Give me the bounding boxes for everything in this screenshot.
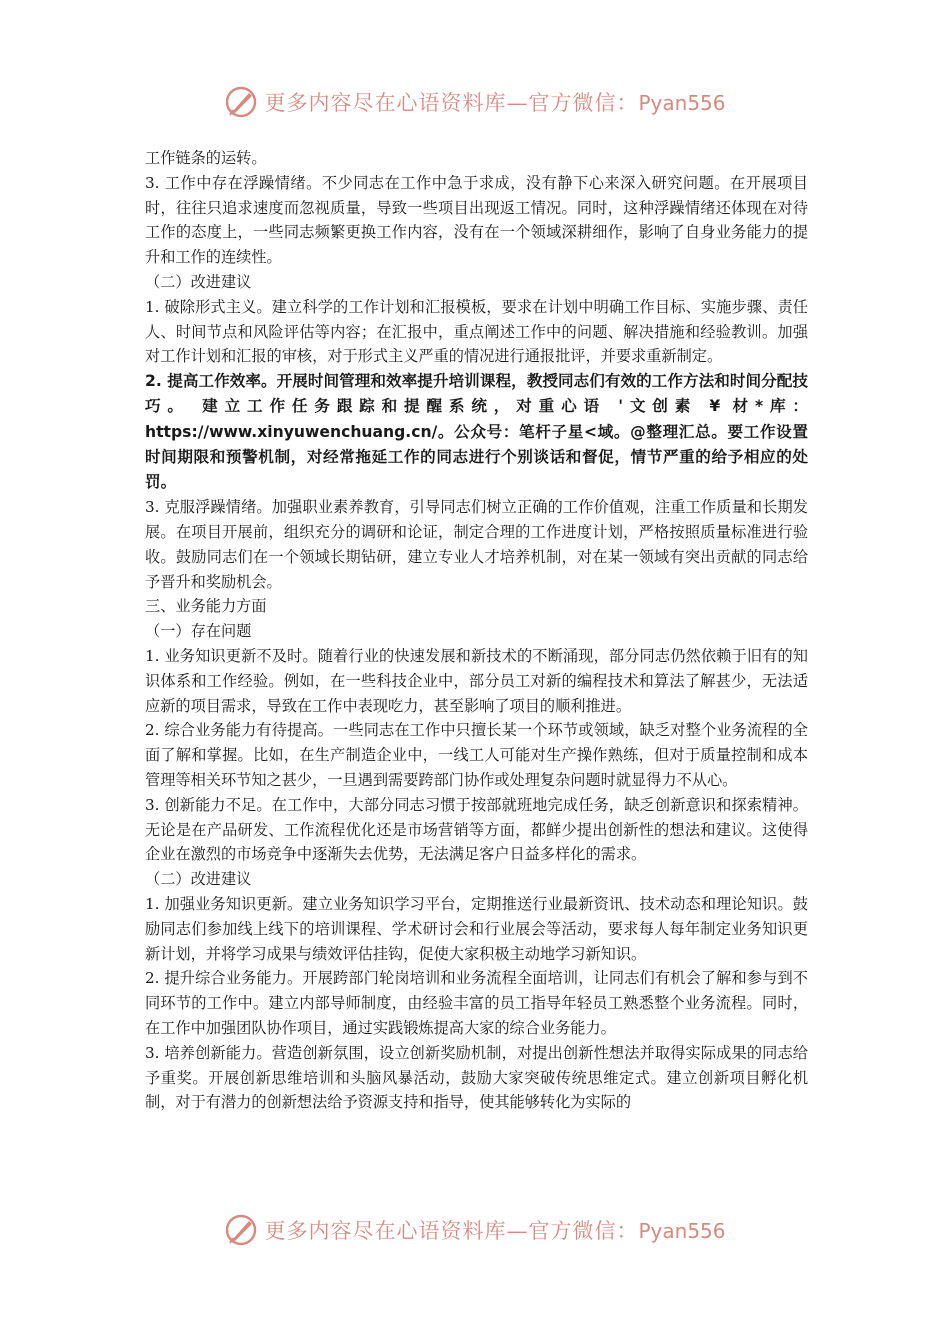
banner-text: 更多内容尽在心语资料库—官方微信：Pyan556 xyxy=(264,1219,726,1243)
paragraph: 3. 培养创新能力。营造创新氛围，设立创新奖励机制，对提出创新性想法并取得实际成果的同志给予重奖。开展创新思维培训和头脑风暴活动，鼓励大家突破传统思维定式。建立创新项目孵化机制，对于有潜力的创新想法给予资源支持和指导，使其能够转化为实际的 xyxy=(145,1043,808,1112)
footer-banner xyxy=(0,1210,950,1250)
header-banner xyxy=(0,82,950,122)
wechat-id: Pyan556 xyxy=(638,91,726,115)
paragraph: 3. 创新能力不足。在工作中，大部分同志习惯于按部就班地完成任务，缺乏创新意识和探索精神。无论是在产品研发、工作流程优化还是市场营销等方面，都鲜少提出创新性的想法和建议。这使得企业在激烈的市场竞争中逐渐失去优势，无法满足客户日益多样化的需求。 xyxy=(145,795,808,864)
paragraph: （二）改进建议 xyxy=(145,272,252,291)
wechat-id: Pyan556 xyxy=(638,1219,726,1243)
paragraph: （二）改进建议 xyxy=(145,870,252,889)
paragraph: 工作链条的运转。 xyxy=(145,149,267,167)
paragraph: 2. 综合业务能力有待提高。一些同志在工作中只擅长某一个环节或领域，缺乏对整个业务流程的全面了解和掌握。比如，在生产制造企业中，一线工人可能对生产操作熟练，但对于质量控制和成本管理等相关环节知之甚少，一旦遇到需要跨部门协作或处理复杂问题时就显得力不从心。 xyxy=(145,721,808,789)
paragraph: 三、业务能力方面 xyxy=(145,597,267,616)
quill-pen-logo-icon xyxy=(224,1213,258,1247)
paragraph: 1. 破除形式主义。建立科学的工作计划和汇报模板，要求在计划中明确工作目标、实施步骤、责任人、时间节点和风险评估等内容；在汇报中，重点阐述工作中的问题、解决措施和经验教训。加强对工作计划和汇报的审核，对于形式主义严重的情况进行通报批评，并要求重新制定。 xyxy=(145,297,808,366)
paragraph: 1. 业务知识更新不及时。随着行业的快速发展和新技术的不断涌现，部分同志仍然依赖于旧有的知识体系和工作经验。例如，在一些科技企业中，部分员工对新的编程技术和算法了解甚少，无法适应新的项目需求，导致在工作中表现吃力，甚至影响了项目的顺利推进。 xyxy=(145,646,808,715)
quill-pen-logo-icon xyxy=(224,85,258,119)
paragraph: 3. 克服浮躁情绪。加强职业素养教育，引导同志们树立正确的工作价值观，注重工作质量和长期发展。在项目开展前，组织充分的调研和论证，制定合理的工作进度计划，严格按照质量标准进行验收。鼓励同志们在一个领域长期钻研，建立专业人才培养机制，对在某一领域有突出贡献的同志给予晋升和奖励机会。 xyxy=(145,498,808,591)
banner-text: 更多内容尽在心语资料库—官方微信：Pyan556 xyxy=(264,91,726,115)
paragraph: 1. 加强业务知识更新。建立业务知识学习平台，定期推送行业最新资讯、技术动态和理论知识。鼓励同志们参加线上线下的培训课程、学术研讨会和行业展会等活动，要求每人每年制定业务知识更新计划，并将学习成果与绩效评估挂钩，促使大家积极主动地学习新知识。 xyxy=(145,894,808,963)
paragraph: （一）存在问题 xyxy=(145,622,252,641)
paragraph: 3. 工作中存在浮躁情绪。不少同志在工作中急于求成，没有静下心来深入研究问题。在开展项目时，往往只追求速度而忽视质量，导致一些项目出现返工情况。同时，这种浮躁情绪还体现在对待工作的态度上，一些同志频繁更换工作内容，没有在一个领域深耕细作，影响了自身业务能力的提升和工作的连续性。 xyxy=(145,173,808,267)
document-body xyxy=(145,146,808,1115)
paragraph: 2. 提高工作效率。开展时间管理和效率提升培训课程，教授同志们有效的工作方法和时间分配技巧。 建立工作任务跟踪和提醒系统，对重心语 '文创素 ¥ 材*库： https://www.xinyuwenchuang.cn/。公众号：笔杆子星<域。@整理汇总。要工作设置时间期限和预警机制，对经常拖延工作的同志进行个别谈话和督促，情节严重的给予相应的处罚。 xyxy=(145,372,808,491)
paragraph: 2. 提升综合业务能力。开展跨部门轮岗培训和业务流程全面培训，让同志们有机会了解和参与到不同环节的工作中。建立内部导师制度，由经验丰富的员工指导年轻员工熟悉整个业务流程。同时，在工作中加强团队协作项目，通过实践锻炼提高大家的综合业务能力。 xyxy=(145,969,808,1037)
